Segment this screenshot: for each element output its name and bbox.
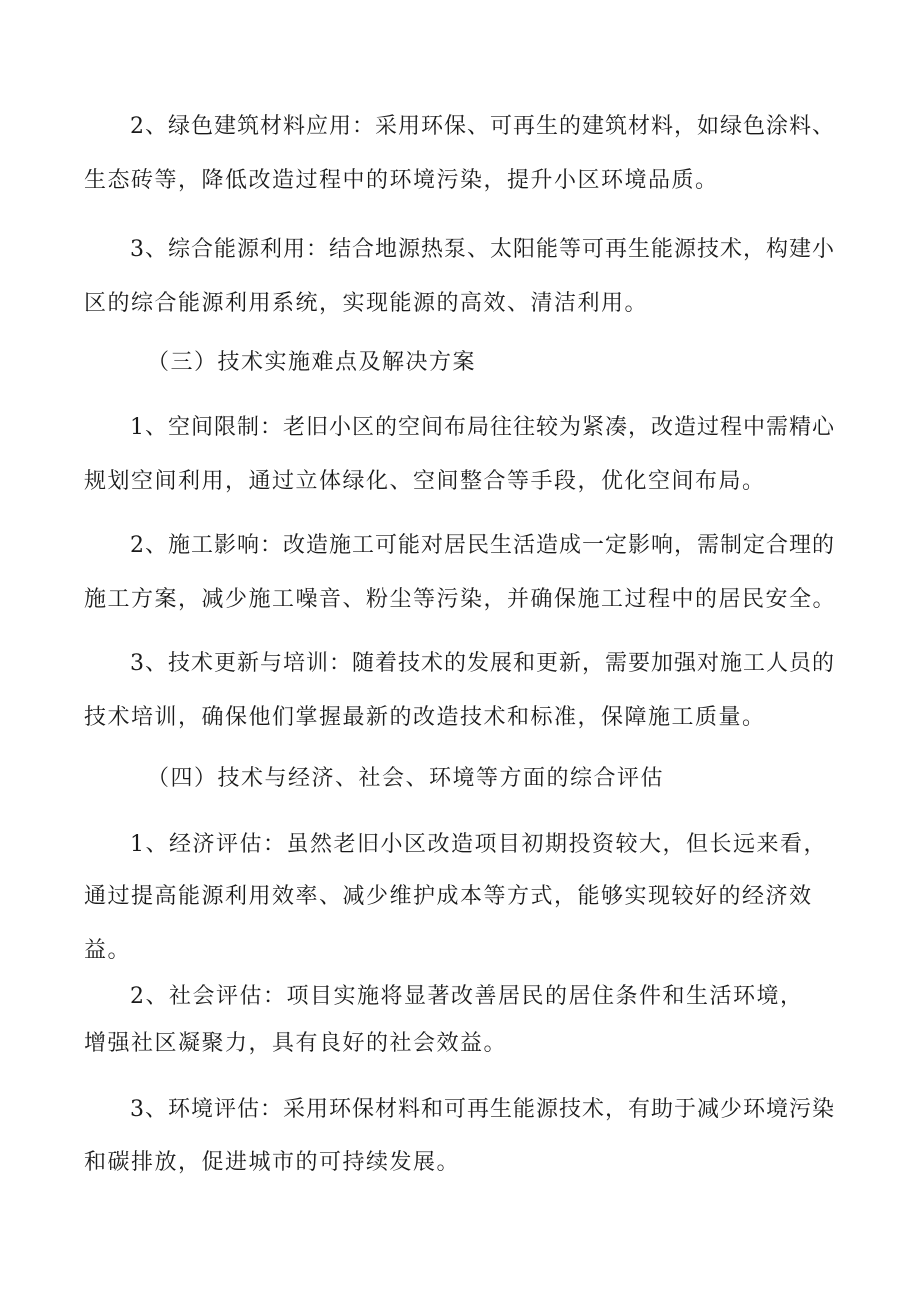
paragraph-line: 技术培训，确保他们掌握最新的改造技术和标准，保障施工质量。 [84,705,766,730]
paragraph-line: 3、综合能源利用：结合地源热泵、太阳能等可再生能源技术，构建小 [130,237,835,262]
paragraph-line: 增强社区凝聚力，具有良好的社会效益。 [84,1031,508,1056]
paragraph-line: 2、绿色建筑材料应用：采用环保、可再生的建筑材料，如绿色涂料、 [130,114,835,139]
paragraph-line: 益。 [84,938,132,963]
paragraph-line: 1、经济评估：虽然老旧小区改造项目初期投资较大，但长远来看， [130,832,827,857]
paragraph-line: 施工方案，减少施工噪音、粉尘等污染，并确保施工过程中的居民安全。 [84,587,837,612]
paragraph-line: 区的综合能源利用系统，实现能源的高效、清洁利用。 [84,291,649,316]
paragraph-line: 2、施工影响：改造施工可能对居民生活造成一定影响，需制定合理的 [130,533,835,558]
paragraph-line: 3、技术更新与培训：随着技术的发展和更新，需要加强对施工人员的 [130,651,835,676]
paragraph-line: 通过提高能源利用效率、减少维护成本等方式，能够实现较好的经济效 [84,884,813,909]
section-heading: （三）技术实施难点及解决方案 [147,350,477,375]
paragraph-line: 生态砖等，降低改造过程中的环境污染，提升小区环境品质。 [84,168,719,193]
paragraph-line: 和碳排放，促进城市的可持续发展。 [84,1150,461,1175]
paragraph-line: 3、环境评估：采用环保材料和可再生能源技术，有助于减少环境污染 [130,1097,835,1122]
paragraph-line: 1、空间限制：老旧小区的空间布局往往较为紧凑，改造过程中需精心 [130,415,835,440]
paragraph-line: 规划空间利用，通过立体绿化、空间整合等手段，优化空间布局。 [84,469,766,494]
paragraph-line: 2、社会评估：项目实施将显著改善居民的居住条件和生活环境， [130,984,804,1009]
section-heading: （四）技术与经济、社会、环境等方面的综合评估 [147,766,665,791]
